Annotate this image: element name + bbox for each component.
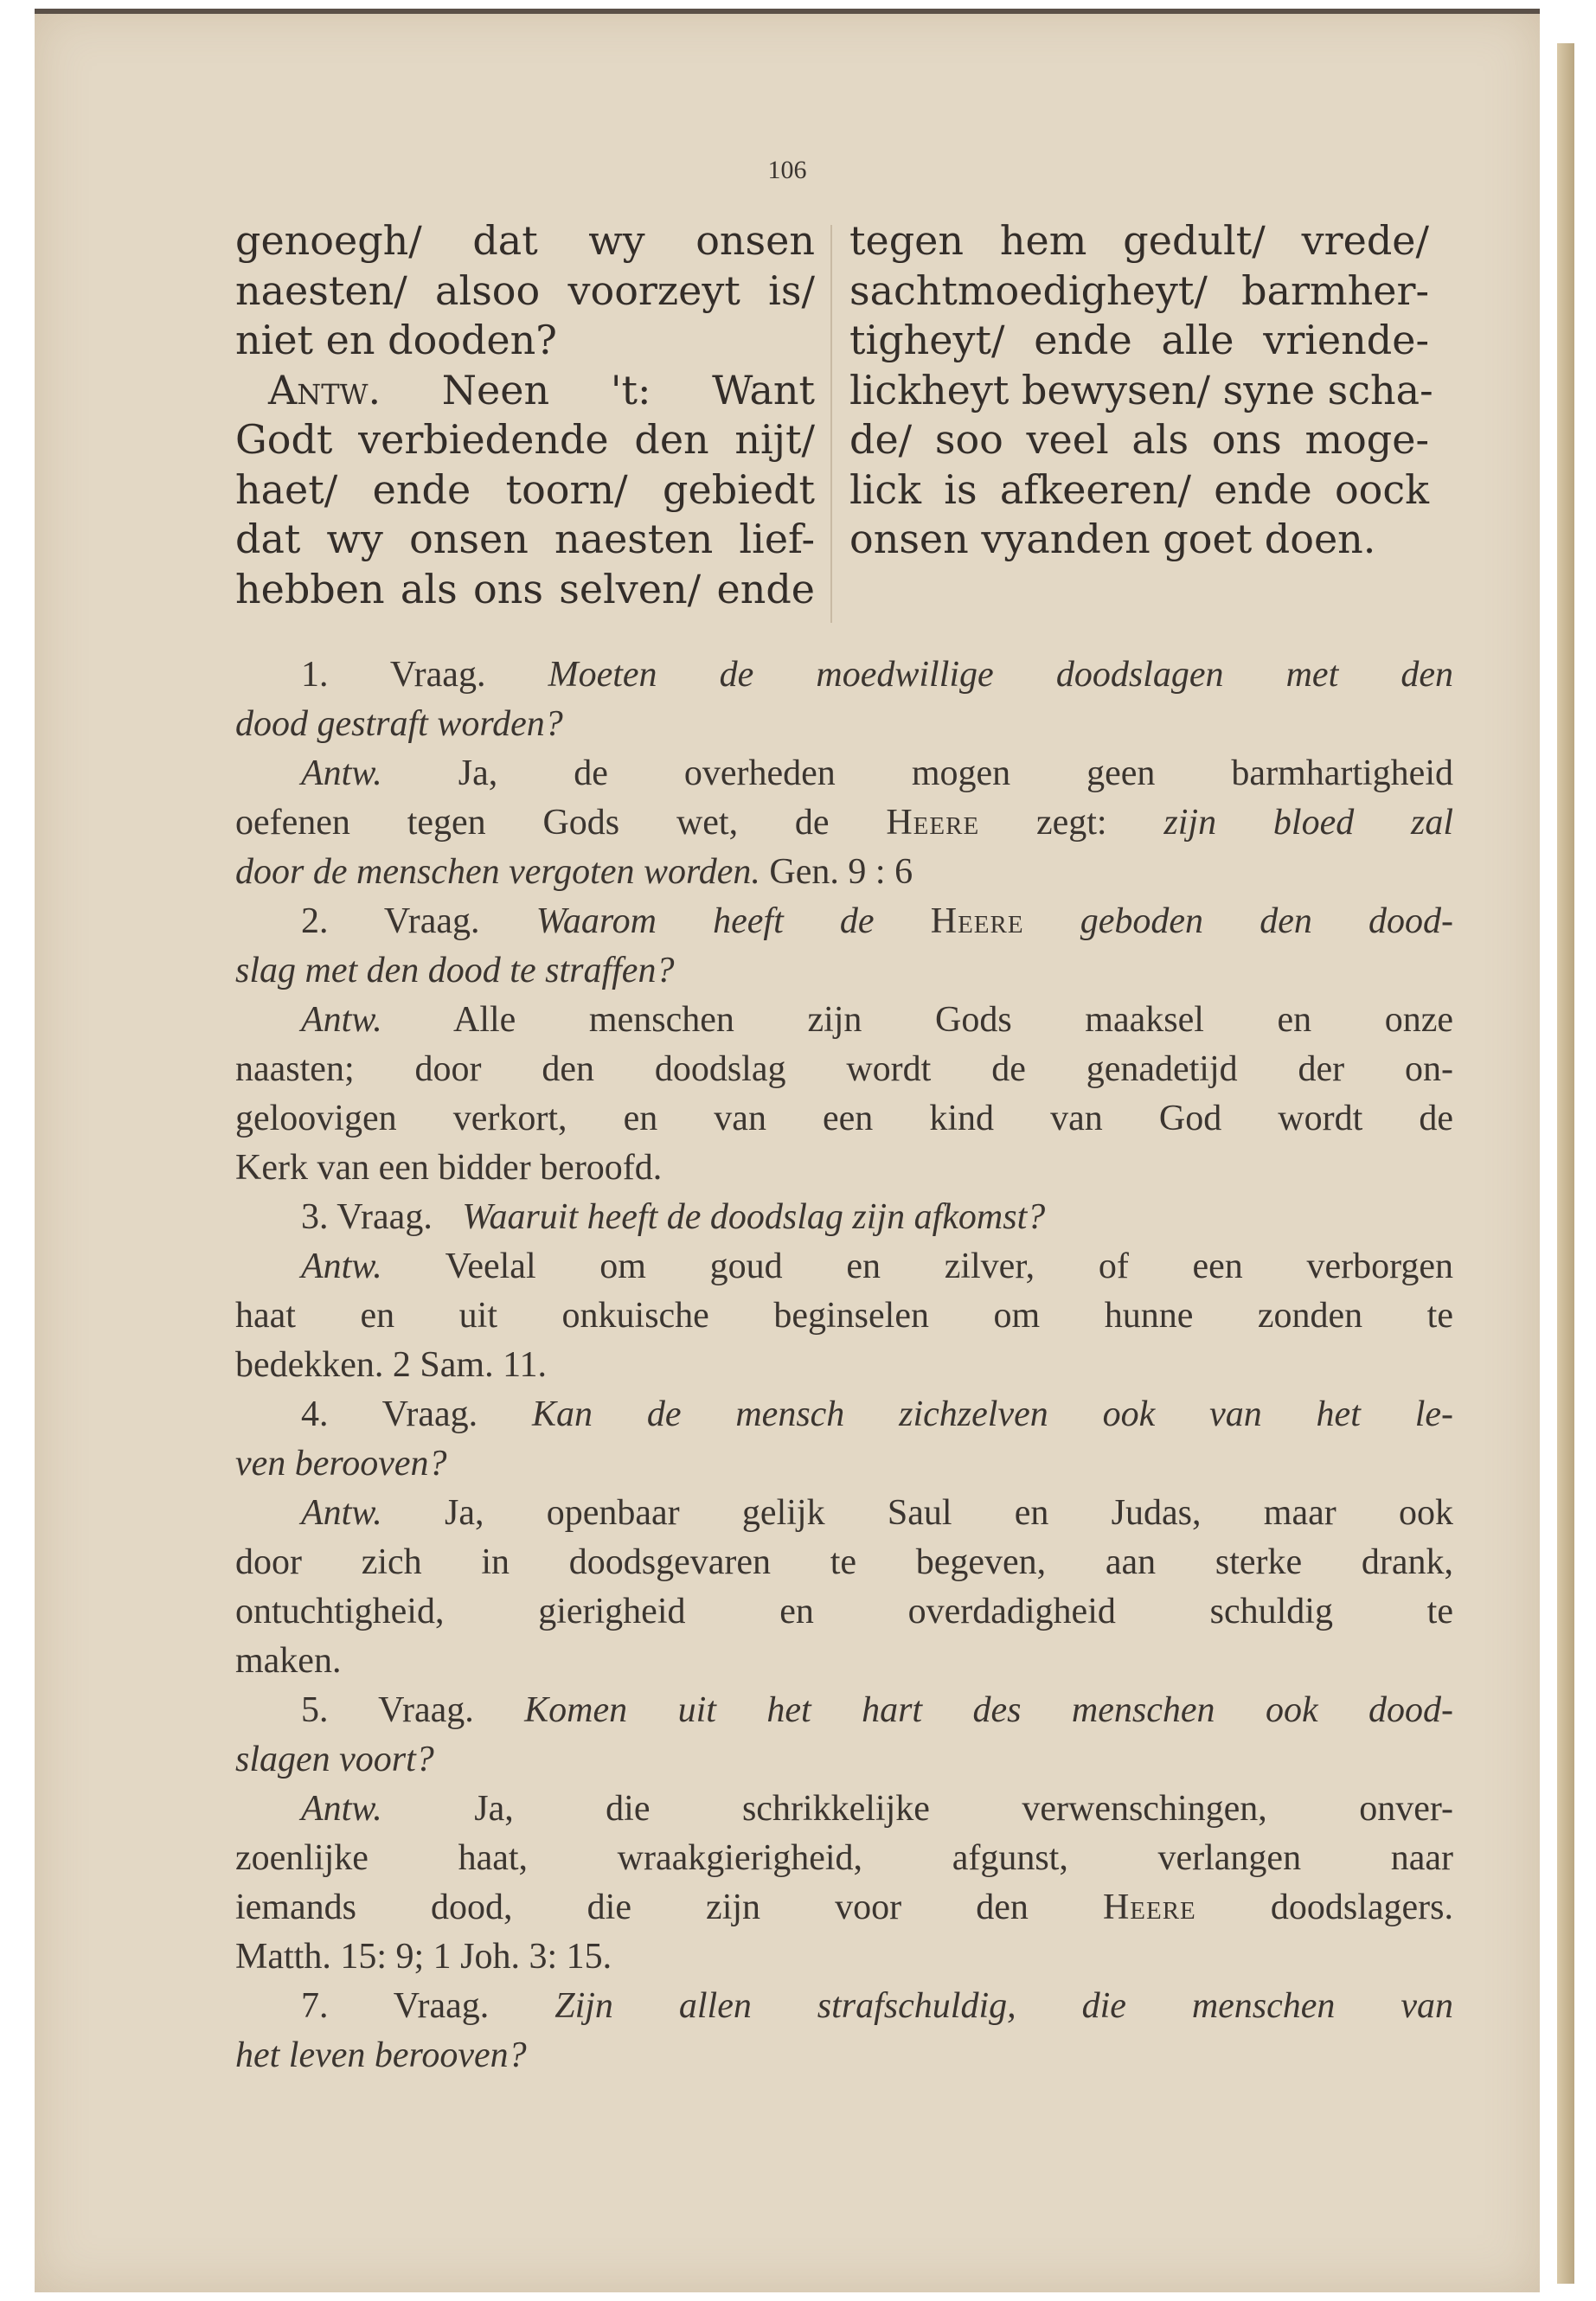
question-line: 5. Vraag. Komen uit het hart des menschen ook dood- [301, 1690, 1453, 1730]
answer-line: bedekken. 2 Sam. 11. [235, 1345, 548, 1385]
question-label: Vraag. [378, 1690, 474, 1730]
answer-line: Kerk van een bidder beroofd. [235, 1148, 663, 1188]
answer-line: Matth. 15: 9; 1 Joh. 3: 15. [235, 1937, 612, 1977]
question-label: Vraag. [389, 655, 486, 695]
text-line: lick is afkeeren/ ende oock [849, 465, 1429, 513]
answer-label: Antw. [268, 366, 381, 413]
answer-line: Antw. Ja, openbaar gelijk Saul en Judas, maar ook [301, 1493, 1453, 1533]
column-divider [830, 225, 832, 623]
answer-line: Antw. Ja, die schrikkelijke verwenschingen, onver- [301, 1789, 1454, 1829]
text-line: Godt verbiedende den nijt/ [235, 416, 815, 463]
answer-line: maken. [235, 1641, 342, 1681]
text-line: tegen hem gedult/ vrede/ [849, 217, 1429, 264]
text-line: hebben als ons selven/ ende [235, 565, 815, 612]
question-label: Vraag. [337, 1197, 433, 1237]
question-line: 1. Vraag. Moeten de moedwillige doodslagen met den [301, 655, 1454, 695]
question-line: 7. Vraag. Zijn allen strafschuldig, die menschen van [301, 1986, 1453, 2026]
text-line: genoegh/ dat wy onsen [235, 217, 815, 264]
answer-line: zoenlijke haat, wraakgierigheid, afgunst, verlangen naar [235, 1838, 1453, 1878]
answer-line: Antw. Ja, de overheden mogen geen barmhartigheid [301, 753, 1453, 793]
answer-line: oefenen tegen Gods wet, de Heere zegt: zijn bloed zal [235, 803, 1454, 843]
text-line: naesten/ alsoo voorzeyt is/ [235, 266, 815, 314]
answer-line: naasten; door den doodslag wordt de genadetijd der on- [235, 1049, 1453, 1089]
answer-line: door zich in doodsgevaren te begeven, aan sterke drank, [235, 1542, 1453, 1582]
text-line: niet en dooden? [235, 317, 557, 363]
text-line: dat wy onsen naesten lief- [235, 516, 815, 562]
answer-label: Antw. [301, 1789, 382, 1829]
answer-line: ontuchtigheid, gierigheid en overdadigheid schuldig te [235, 1592, 1453, 1631]
text-line: sachtmoedigheyt/ barmher- [849, 266, 1429, 314]
text-line: onsen vyanden goet doen. [849, 516, 1376, 562]
book-page [35, 9, 1540, 2292]
answer-label: Antw. [301, 1000, 382, 1040]
question-line: slag met den dood te straffen? [235, 951, 675, 990]
text-line: lickheyt bewysen/ syne scha- [849, 366, 1433, 413]
question-line: slagen voort? [235, 1740, 434, 1779]
text-line: Antw. Neen 't: Want [268, 366, 815, 413]
answer-line: geloovigen verkort, en van een kind van God wordt de [235, 1099, 1453, 1138]
question-line: het leven berooven? [235, 2035, 527, 2075]
answer-line: door de menschen vergoten worden. Gen. 9 : 6 [235, 852, 913, 892]
question-line: 3. Vraag. Waaruit heeft de doodslag zijn afkomst? [301, 1197, 1046, 1237]
answer-label: Antw. [301, 1493, 382, 1533]
answer-line: iemands dood, die zijn voor den Heere doodslagers. [235, 1888, 1453, 1927]
answer-label: Antw. [301, 1247, 382, 1286]
question-label: Vraag. [381, 1394, 478, 1434]
question-label: Vraag. [393, 1986, 490, 2026]
right-column-gothic [849, 216, 1433, 565]
question-line: ven berooven? [235, 1444, 447, 1484]
answer-line: Antw. Alle menschen zijn Gods maaksel en onze [301, 1000, 1454, 1040]
answer-line: haat en uit onkuische beginselen om hunne zonden te [235, 1296, 1453, 1336]
left-column-gothic [235, 216, 815, 614]
top-rule [35, 9, 1540, 14]
answer-line: Antw. Veelal om goud en zilver, of een verborgen [301, 1247, 1453, 1286]
text-line: de/ soo veel als ons moge- [849, 416, 1429, 463]
catechism-questions [235, 651, 1453, 2080]
question-line: 2. Vraag. Waarom heeft de Heere geboden den dood- [301, 901, 1454, 941]
question-line: dood gestraft worden? [235, 704, 563, 744]
page-number: 106 [767, 156, 807, 184]
text-line: haet/ ende toorn/ gebiedt [235, 465, 815, 513]
page-edge [1557, 43, 1574, 2284]
answer-label: Antw. [301, 753, 382, 793]
question-line: 4. Vraag. Kan de mensch zichzelven ook van het le- [301, 1394, 1453, 1434]
question-label: Vraag. [383, 901, 480, 941]
text-line: tigheyt/ ende alle vriende- [849, 317, 1429, 363]
